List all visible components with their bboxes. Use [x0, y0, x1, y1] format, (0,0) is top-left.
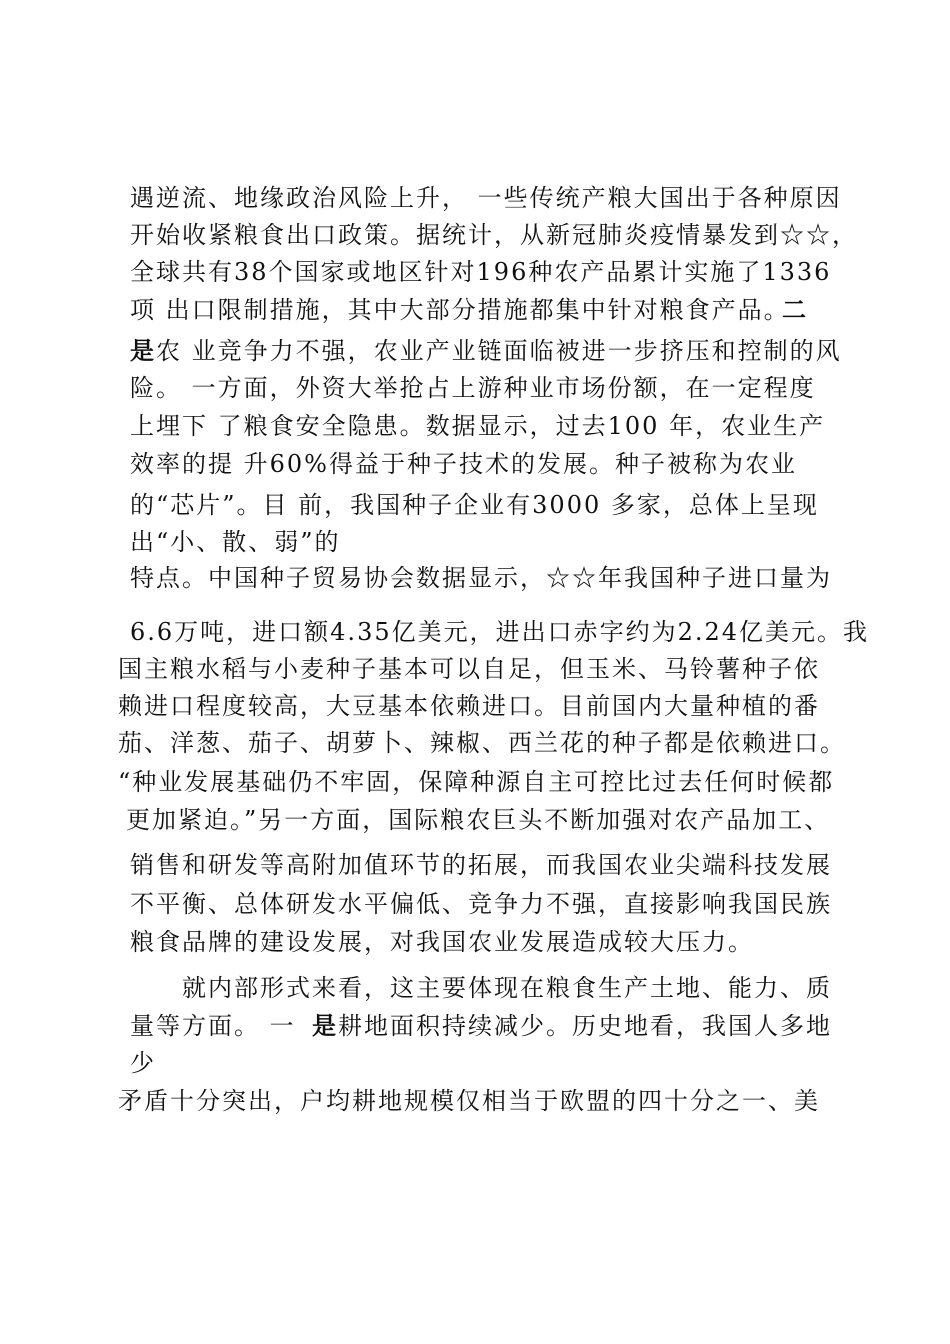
bold-emphasis: 二 [782, 295, 808, 324]
text-line: 赖进口程度较高，大豆基本依赖进口。目前国内大量种植的番 [118, 692, 820, 720]
text-line: 效率的提 升60%得益于种子技术的发展。种子被称为农业 [130, 450, 797, 478]
text-line: 国主粮水稻与小麦种子基本可以自足，但玉米、马铃薯种子依 [118, 655, 820, 683]
text-line: 的“芯片”。目 前，我国种子企业有3000 多家，总体上呈现 [130, 491, 819, 519]
text-line: 耕地面积持续减少。历史地看，我国人多地 [338, 1012, 832, 1040]
bold-emphasis: 是 [312, 1011, 338, 1040]
bold-emphasis: 是 [130, 336, 156, 365]
text-line: 农 业竞争力不强，农业产业链面临被进一步挤压和控制的风 [156, 337, 842, 365]
text-line: 6.6万吨，进口额4.35亿美元，进出口赤字约为2.24亿美元。我 [130, 618, 870, 646]
text-line: 全球共有38个国家或地区针对196种农产品累计实施了1336 [130, 258, 832, 286]
text-line: “种业发展基础仍不牢固，保障种源自主可控比过去任何时候都 [118, 768, 835, 796]
text-line: 上埋下 了粮食安全隐患。数据显示，过去100 年，农业生产 [130, 412, 826, 440]
text-line: 茄、洋葱、茄子、胡萝卜、辣椒、西兰花的种子都是依赖进口。 [118, 729, 846, 757]
text-line: 险。 一方面，外资大举抢占上游种业市场份额，在一定程度 [130, 374, 816, 402]
text-line: 开始收紧粮食出口政策。据统计，从新冠肺炎疫情暴发到☆☆， [130, 221, 858, 249]
text-line: 出“小、散、弱”的 [130, 528, 341, 556]
text-line: 更加紧迫。”另一方面，国际粮农巨头不断加强对农产品加工、 [126, 806, 831, 834]
text-line: 遇逆流、地缘政治风险上升， 一些传统产粮大国出于各种原因 [130, 184, 842, 212]
text-line: 粮食品牌的建设发展，对我国农业发展造成较大压力。 [130, 928, 754, 956]
text-line: 销售和研发等高附加值环节的拓展，而我国农业尖端科技发展 [130, 851, 832, 879]
text-line: 特点。中国种子贸易协会数据显示，☆☆年我国种子进口量为 [130, 564, 832, 592]
paragraph-first-line: 就内部形式来看，这主要体现在粮食生产土地、能力、质 [182, 974, 832, 1002]
text-line: 项 出口限制措施，其中大部分措施都集中针对粮食产品。 [130, 296, 790, 324]
text-line: 少 [130, 1049, 156, 1077]
text-line: 不平衡、总体研发水平偏低、竞争力不强，直接影响我国民族 [130, 890, 832, 918]
text-line: 量等方面。 一 [130, 1012, 296, 1040]
text-line: 矛盾十分突出，户均耕地规模仅相当于欧盟的四十分之一、美 [118, 1087, 820, 1115]
